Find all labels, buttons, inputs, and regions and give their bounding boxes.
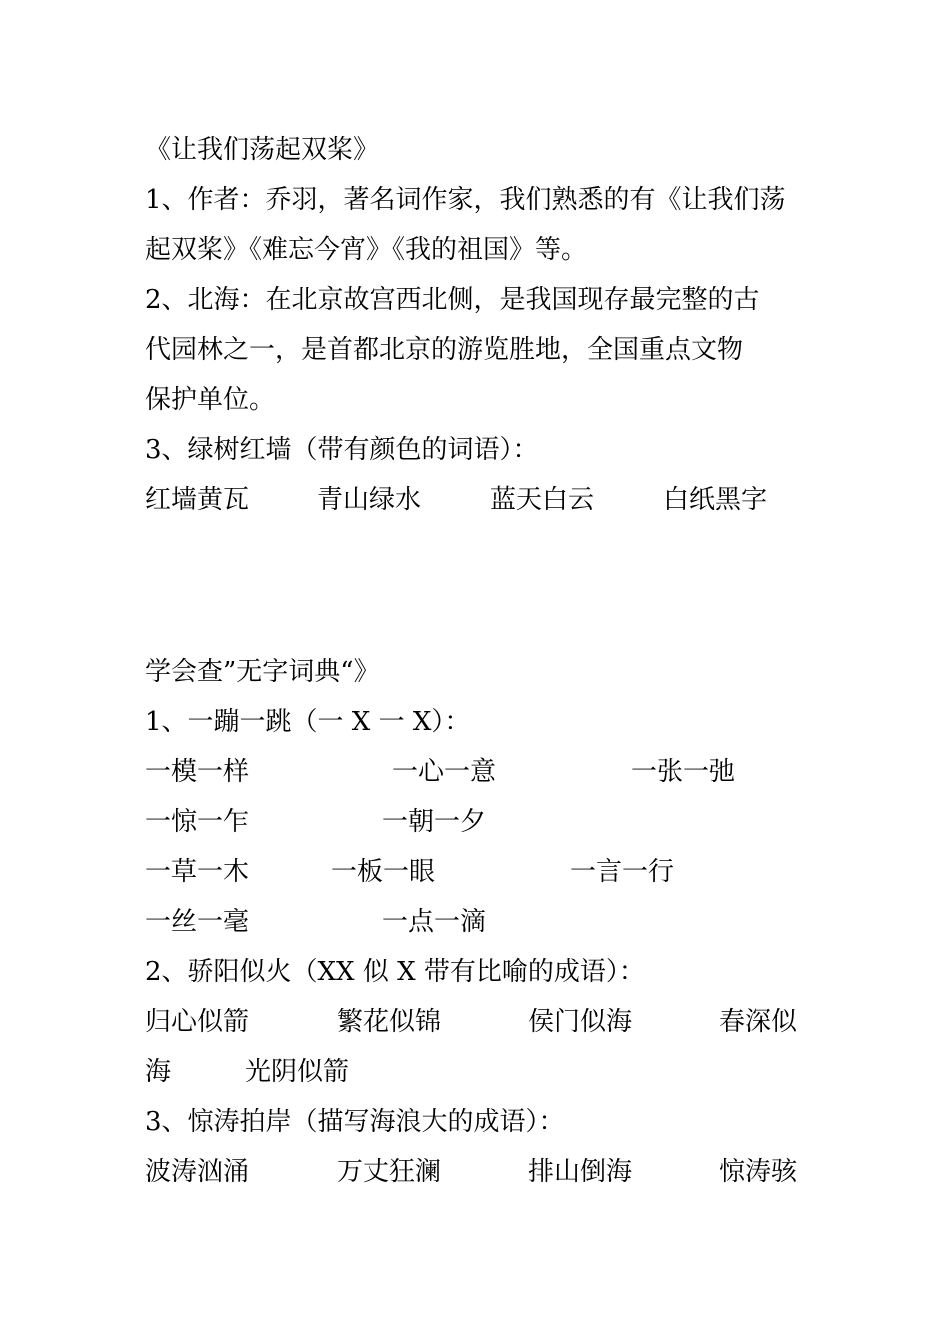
idiom: 一心一意: [392, 757, 497, 787]
section2-title: 学会查”无字词典“》: [145, 657, 380, 687]
section1-item3-heading: 3、绿树红墙（带有颜色的词语）：: [145, 435, 539, 465]
color-word: 红墙黄瓦: [145, 485, 250, 515]
idiom: 光阴似箭: [245, 1057, 350, 1087]
idiom: 一张一弛: [631, 757, 736, 787]
idiom: 万丈狂澜: [337, 1157, 442, 1187]
idiom: 一丝一毫: [145, 907, 250, 937]
idiom: 归心似箭: [145, 1007, 250, 1037]
color-word: 青山绿水: [317, 485, 422, 515]
idiom: 海: [145, 1057, 172, 1087]
idiom: 一朝一夕: [382, 807, 487, 837]
color-word: 蓝天白云: [490, 485, 595, 515]
section1-item2-line2: 代园林之一，是首都北京的游览胜地，全国重点文物: [145, 335, 744, 365]
section2-item2-heading: 2、骄阳似火（XX 似 X 带有比喻的成语）：: [145, 957, 645, 987]
section1-item2-line3: 保护单位。: [145, 385, 276, 415]
section2-item1-heading: 1、一蹦一跳（一 X 一 X）：: [145, 707, 471, 737]
idiom: 排山倒海: [528, 1157, 633, 1187]
idiom: 春深似: [719, 1007, 798, 1037]
idiom: 惊涛骇: [719, 1157, 798, 1187]
idiom: 波涛汹涌: [145, 1157, 250, 1187]
idiom: 一言一行: [570, 857, 675, 887]
idiom: 一草一木: [145, 857, 250, 887]
idiom: 一模一样: [145, 757, 250, 787]
section1-item1-line1: 1、作者：乔羽，著名词作家，我们熟悉的有《让我们荡: [145, 185, 786, 215]
section1-item1-line2: 起双桨》《难忘今宵》《我的祖国》等。: [145, 235, 588, 265]
section2-item3-heading: 3、惊涛拍岸（描写海浪大的成语）：: [145, 1107, 565, 1137]
idiom: 侯门似海: [528, 1007, 633, 1037]
section1-title: 《让我们荡起双桨》: [145, 135, 380, 165]
idiom: 一点一滴: [382, 907, 487, 937]
idiom: 一惊一乍: [145, 807, 250, 837]
idiom: 一板一眼: [331, 857, 436, 887]
section1-item2-line1: 2、北海：在北京故宫西北侧，是我国现存最完整的古: [145, 285, 760, 315]
idiom: 繁花似锦: [337, 1007, 442, 1037]
color-word: 白纸黑字: [663, 485, 768, 515]
